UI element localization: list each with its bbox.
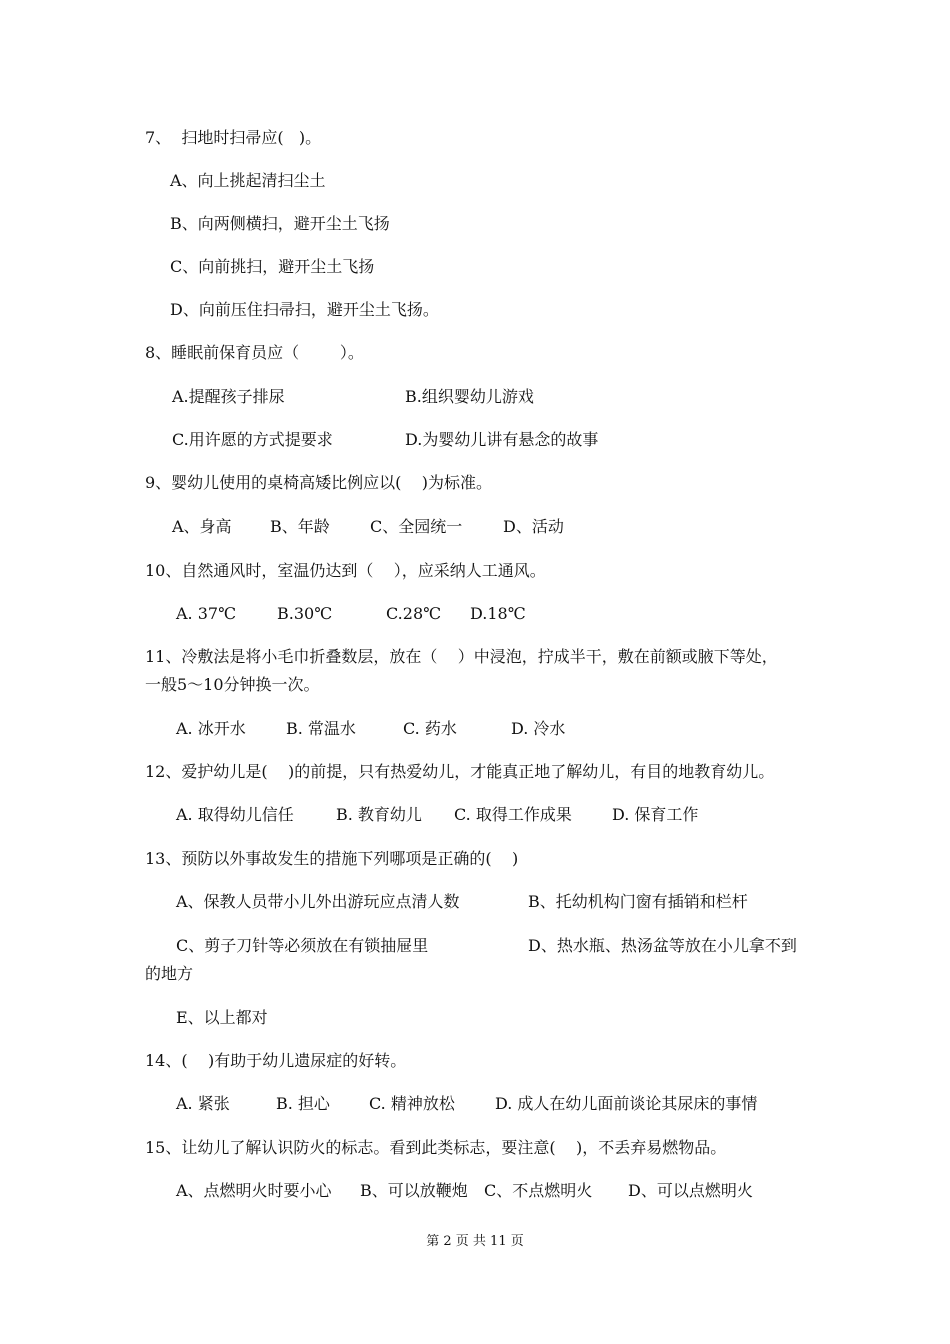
question-7-option-b: B、向两侧横扫，避开尘土飞扬 <box>170 214 390 233</box>
question-15-stem: 15、让幼儿了解认识防火的标志。看到此类标志，要注意( )，不丢弃易燃物品。 <box>145 1138 727 1157</box>
question-14-option-d: D. 成人在幼儿面前谈论其尿床的事情 <box>495 1094 758 1113</box>
question-13-option-c: C、剪子刀针等必须放在有锁抽屉里 <box>176 936 429 955</box>
question-9-option-a: A、身高 <box>172 517 232 536</box>
question-15-option-c: C、不点燃明火 <box>484 1181 593 1200</box>
question-11-stem: 11、冷敷法是将小毛巾折叠数层，放在（ ）中浸泡，拧成半干，敷在前额或腋下等处， <box>145 647 778 666</box>
question-12-stem: 12、爱护幼儿是( )的前提，只有热爱幼儿，才能真正地了解幼儿，有目的地教育幼儿。 <box>145 762 775 781</box>
question-7-option-c: C、向前挑扫，避开尘土飞扬 <box>170 257 375 276</box>
question-15-option-b: B、可以放鞭炮 <box>360 1181 468 1200</box>
question-15-option-a: A、点燃明火时要小心 <box>176 1181 332 1200</box>
question-13-option-e: E、以上都对 <box>176 1008 268 1027</box>
question-10-option-b: B.30℃ <box>277 604 333 623</box>
question-14-option-a: A. 紧张 <box>176 1094 230 1113</box>
question-10-option-d: D.18℃ <box>470 604 526 623</box>
question-13-option-a: A、保教人员带小儿外出游玩应点清人数 <box>176 892 460 911</box>
question-12-option-a: A. 取得幼儿信任 <box>176 805 294 824</box>
question-11-option-c: C. 药水 <box>403 719 457 738</box>
question-10-option-a: A. 37℃ <box>176 604 236 623</box>
question-13-option-d: D、热水瓶、热汤盆等放在小儿拿不到 <box>528 936 797 955</box>
question-9-option-d: D、活动 <box>503 517 564 536</box>
question-8-option-d: D.为婴幼儿讲有悬念的故事 <box>405 430 599 449</box>
question-9-option-b: B、年龄 <box>270 517 330 536</box>
question-9-stem: 9、婴幼儿使用的桌椅高矮比例应以( )为标准。 <box>145 473 493 492</box>
question-10-option-c: C.28℃ <box>386 604 442 623</box>
question-11-option-a: A. 冰开水 <box>176 719 246 738</box>
question-14-stem: 14、( )有助于幼儿遗尿症的好转。 <box>145 1051 407 1070</box>
question-8-option-a: A.提醒孩子排尿 <box>172 387 285 406</box>
question-10-stem: 10、自然通风时，室温仍达到（ ），应采纳人工通风。 <box>145 561 546 580</box>
question-8-option-b: B.组织婴幼儿游戏 <box>405 387 534 406</box>
question-14-option-c: C. 精神放松 <box>369 1094 455 1113</box>
question-13-option-d-continued: 的地方 <box>145 964 194 983</box>
question-7-option-d: D、向前压住扫帚扫，避开尘土飞扬。 <box>170 300 439 319</box>
question-12-option-d: D. 保育工作 <box>612 805 699 824</box>
question-11-stem-continued: 一般5～10分钟换一次。 <box>145 675 320 694</box>
question-11-option-d: D. 冷水 <box>511 719 566 738</box>
question-14-option-b: B. 担心 <box>276 1094 330 1113</box>
question-12-option-c: C. 取得工作成果 <box>454 805 572 824</box>
question-15-option-d: D、可以点燃明火 <box>628 1181 753 1200</box>
question-8-stem: 8、睡眠前保育员应（ ）。 <box>145 343 364 362</box>
question-7-option-a: A、向上挑起清扫尘土 <box>170 171 326 190</box>
question-13-stem: 13、预防以外事故发生的措施下列哪项是正确的( ) <box>145 849 519 868</box>
question-9-option-c: C、全园统一 <box>370 517 463 536</box>
question-8-option-c: C.用许愿的方式提要求 <box>172 430 333 449</box>
question-12-option-b: B. 教育幼儿 <box>336 805 422 824</box>
page-number-footer: 第 2 页 共 11 页 <box>426 1234 524 1249</box>
question-11-option-b: B. 常温水 <box>286 719 356 738</box>
question-7-stem: 7、 扫地时扫帚应( )。 <box>145 128 322 147</box>
question-13-option-b: B、托幼机构门窗有插销和栏杆 <box>528 892 748 911</box>
